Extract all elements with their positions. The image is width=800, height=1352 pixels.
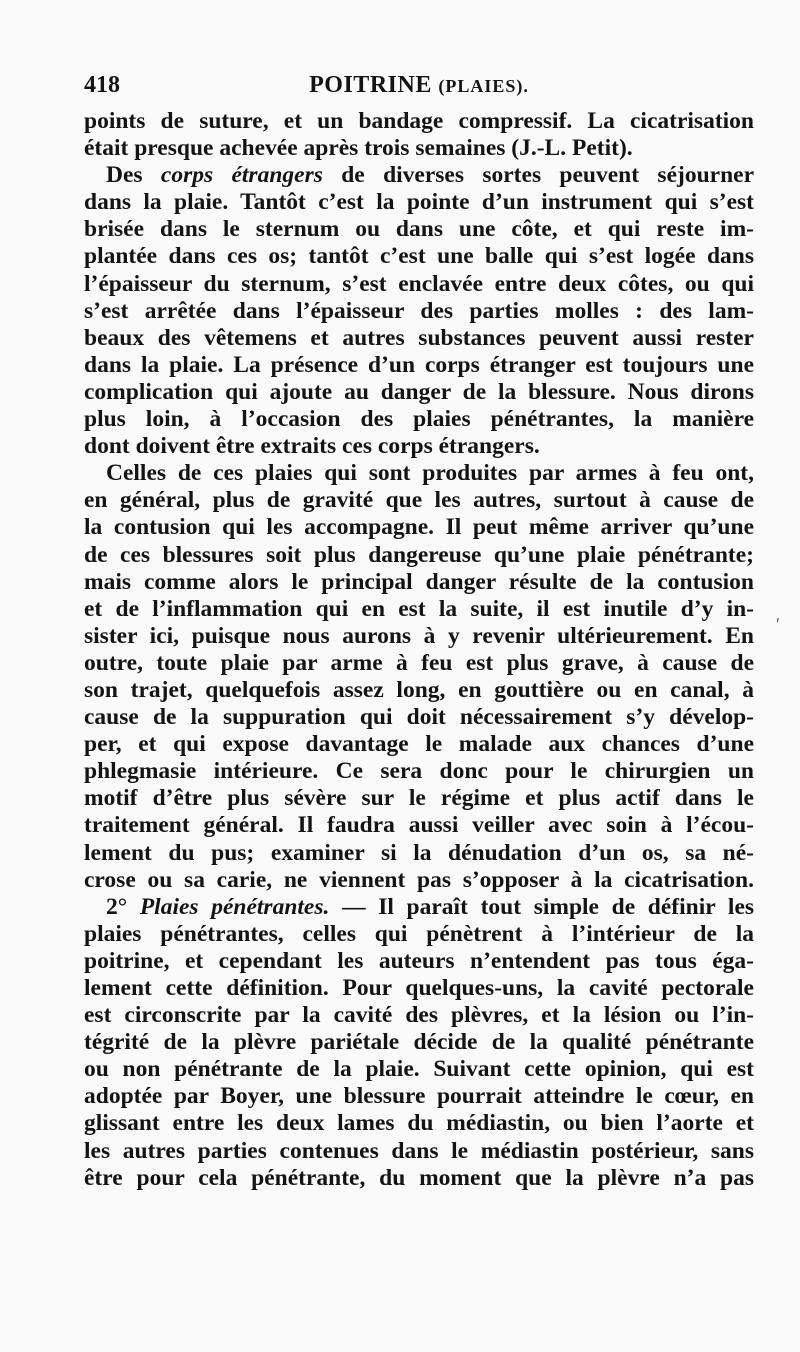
text-line: lement cette définition. Pour quelques-uns, la cavité pectorale (84, 975, 754, 1001)
text-line: points de suture, et un bandage compressif. La cicatrisation (84, 108, 754, 134)
text-line: glissant entre les deux lames du médiastin, ou bien l’aorte et (84, 1110, 754, 1137)
text-line: et de l’inflammation qui en est la suite, il est inutile d’y in- (84, 595, 754, 622)
text-line: la contusion qui les accompagne. Il peut même arriver qu’une (84, 514, 754, 541)
text-line: lement du pus; examiner si la dénudation d’un os, sa né- (84, 839, 754, 866)
text-line: crose ou sa carie, ne viennent pas s’opposer à la cicatrisation. (84, 866, 754, 893)
text-line: sister ici, puisque nous aurons à y revenir ultérieurement. En (84, 622, 754, 649)
text-line: était presque achevée après trois semaines (J.-L. Petit). (84, 135, 633, 162)
text-line: son trajet, quelquefois assez long, en gouttière ou en canal, à (84, 676, 754, 703)
text-line: l’épaisseur du sternum, s’est enclavée entre deux côtes, ou qui (84, 270, 754, 297)
text-line: mais comme alors le principal danger résulte de la contusion (84, 568, 754, 595)
paragraph-first-line: Celles de ces plaies qui sont produites par armes à feu ont, (106, 460, 754, 487)
text-line: poitrine, et cependant les auteurs n’entendent pas tous éga- (84, 947, 754, 974)
text-line: brisée dans le sternum ou dans une côte, et qui reste im- (84, 216, 754, 243)
running-title-main: POITRINE (309, 72, 432, 98)
margin-mark: ʹ (776, 614, 780, 634)
text-line: per, et qui expose davantage le malade aux chances d’une (84, 731, 754, 758)
text-line: phlegmasie intérieure. Ce sera donc pour le chirurgien un (84, 758, 754, 785)
text-line: plaies pénétrantes, celles qui pénètrent à l’intérieur de la (84, 920, 754, 947)
running-title (84, 72, 754, 99)
text-line: adoptée par Boyer, une blessure pourrait atteindre le cœur, en (84, 1083, 754, 1110)
text-line: être pour cela pénétrante, du moment que la plèvre n’a pas (84, 1164, 754, 1191)
section-heading-line: 2° Plaies pénétrantes. — Il paraît tout simple de définir les (106, 893, 754, 920)
text-line: plantée dans ces os; tantôt c’est une balle qui s’est logée dans (84, 243, 754, 270)
text-line: complication qui ajoute au danger de la blessure. Nous dirons (84, 378, 754, 405)
paragraph-first-line: Des corps étrangers de diverses sortes peuvent séjourner (106, 162, 754, 189)
text-line: ou non pénétrante de la plaie. Suivant cette opinion, qui est (84, 1056, 754, 1083)
text-line: les autres parties contenues dans le médiastin postérieur, sans (84, 1137, 754, 1164)
text-line: tégrité de la plèvre pariétale décide de la qualité pénétrante (84, 1029, 754, 1056)
running-head (84, 72, 754, 106)
section-number: 2° (106, 893, 128, 920)
text-line: traitement général. Il faudra aussi veiller avec soin à l’écou- (84, 812, 754, 839)
running-title-sub: (PLAIES). (438, 76, 529, 96)
text-line: dans la plaie. Tantôt c’est la pointe d’un instrument qui s’est (84, 189, 754, 216)
text-line: plus loin, à l’occasion des plaies pénétrantes, la manière (84, 406, 754, 433)
page-number: 418 (84, 72, 120, 98)
text-line: motif d’être plus sévère sur le régime et plus actif dans le (84, 785, 754, 812)
text-line: de ces blessures soit plus dangereuse qu’une plaie pénétrante; (84, 541, 754, 568)
text-line: beaux des vêtemens et autres substances peuvent aussi rester (84, 324, 754, 351)
text-line: outre, toute plaie par arme à feu est plus grave, à cause de (84, 649, 754, 676)
text-line: cause de la suppuration qui doit nécessairement s’y dévelop- (84, 704, 754, 731)
body-text (84, 108, 754, 1192)
section-title: Plaies pénétrantes. (139, 893, 330, 920)
text-line: dont doivent être extraits ces corps étrangers. (84, 433, 540, 460)
italic-term: corps étrangers (160, 162, 323, 189)
text-line: s’est arrêtée dans l’épaisseur des parties molles : des lam- (84, 297, 754, 324)
text-line: est circonscrite par la cavité des plèvres, et la lésion ou l’in- (84, 1002, 754, 1029)
text-line: dans la plaie. La présence d’un corps étranger est toujours une (84, 351, 754, 378)
text-line: en général, plus de gravité que les autres, surtout à cause de (84, 487, 754, 514)
